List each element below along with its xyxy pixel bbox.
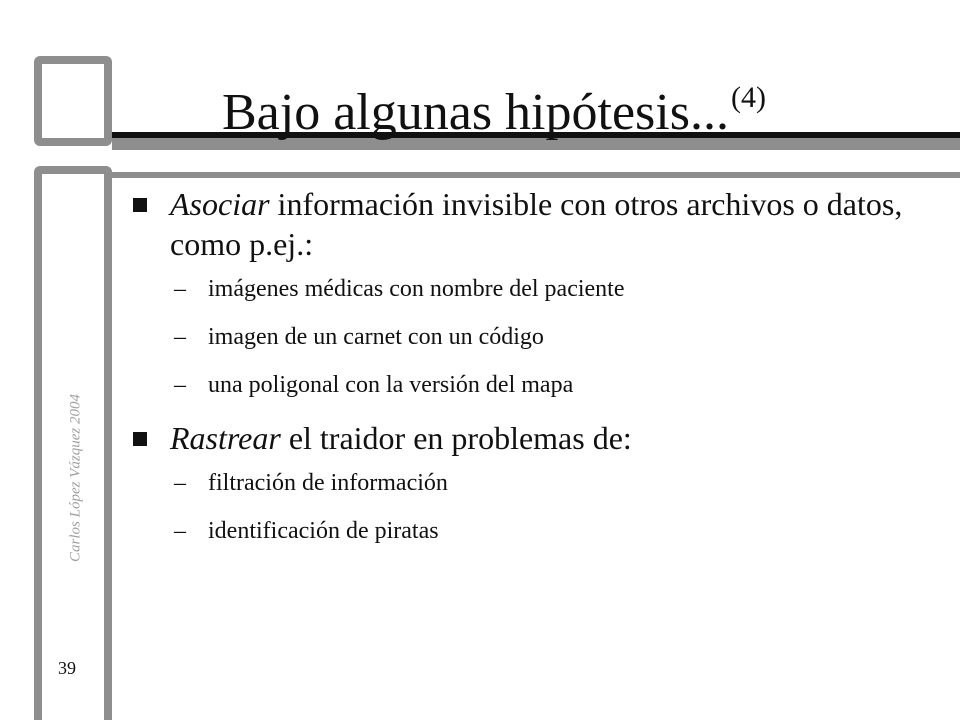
sub-item <box>130 322 950 352</box>
sub-item <box>130 468 950 498</box>
sub-item-text: imágenes médicas con nombre del paciente <box>208 276 625 302</box>
page-number: 39 <box>58 658 76 678</box>
slide-body <box>130 184 950 564</box>
bullet-item <box>130 418 950 458</box>
sub-item <box>130 370 950 400</box>
sub-item-text: filtración de información <box>208 470 448 496</box>
dash-icon: – <box>174 276 186 302</box>
dash-icon: – <box>174 372 186 398</box>
bullet-emphasis: Asociar <box>170 186 270 222</box>
dash-icon: – <box>174 518 186 544</box>
lower-rule-shadow <box>112 172 960 178</box>
sub-item <box>130 274 950 304</box>
slide-title <box>222 66 766 145</box>
bullet-text: el traidor en problemas de: <box>280 420 632 456</box>
bullet-text: información invisible con otros archivos o datos, como p.ej.: <box>170 186 903 262</box>
sub-item <box>130 516 950 546</box>
square-bullet-icon <box>133 432 147 446</box>
slide-title-text: Bajo algunas hipótesis... <box>222 84 729 141</box>
slide-title-superscript: (4) <box>730 81 766 114</box>
sub-item-text: imagen de un carnet con un código <box>208 324 544 350</box>
sub-item-text: una poligonal con la versión del mapa <box>208 372 574 398</box>
dash-icon: – <box>174 470 186 496</box>
frame-corner-box <box>42 64 104 138</box>
square-bullet-icon <box>133 198 147 212</box>
dash-icon: – <box>174 324 186 350</box>
bullet-item <box>130 184 950 264</box>
author-credit: Carlos López Vázquez 2004 <box>67 394 84 562</box>
sub-item-text: identificación de piratas <box>208 518 439 544</box>
bullet-emphasis: Rastrear <box>170 420 281 456</box>
